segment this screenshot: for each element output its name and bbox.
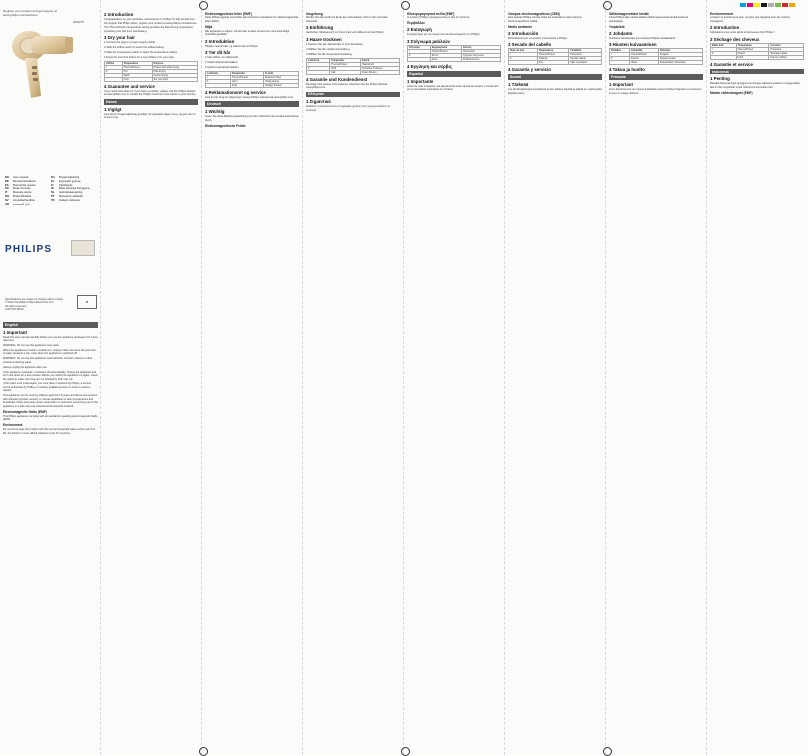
fold-line xyxy=(302,0,303,755)
language-section-header: Suomi xyxy=(508,74,602,80)
table-cell: Gentle drying xyxy=(152,73,197,77)
table-cell: Σκοπός xyxy=(462,45,501,49)
table-cell: II xyxy=(206,79,231,83)
fold-line xyxy=(706,0,707,755)
table-cell xyxy=(206,83,231,87)
section-heading: 3 Haare trocknen xyxy=(306,36,342,42)
table-cell: Set your style xyxy=(152,77,197,81)
language-name: Buku Petunjuk Pengguna xyxy=(59,187,90,191)
table-cell: Ροή αέρα xyxy=(408,45,431,49)
table-cell: Frío xyxy=(537,61,569,65)
body-paragraph: Antes de usar el aparato, lea atentamente este manual de usuario y consérvelo por si necesitara consultarlo en el futuro. xyxy=(407,84,499,92)
language-entry xyxy=(51,199,97,203)
subsection-heading: Elektromagnetiske felter (EMF) xyxy=(205,11,252,16)
table-cell: Schnelles Trocknen xyxy=(360,66,399,70)
table-cell: I xyxy=(408,49,431,53)
settings-table xyxy=(306,58,400,75)
subsection-heading: Medio ambiente xyxy=(508,24,533,29)
table-row xyxy=(509,61,602,65)
language-section-header: Dansk xyxy=(104,99,198,105)
language-code: DA xyxy=(51,176,55,179)
section-heading: 4 Guarantee and service xyxy=(104,83,155,89)
table-cell: Hot xyxy=(122,69,152,73)
language-code: ID xyxy=(51,187,54,191)
body-paragraph: Tämä Philips-laite vastaa kaikkia sähkömagneettisia kenttiä koskevia standardeja. xyxy=(609,16,689,23)
table-cell: Débit d'air xyxy=(711,43,737,47)
section-heading: 2 Introduction xyxy=(710,25,740,31)
table-cell: I xyxy=(307,62,330,66)
color-swatch xyxy=(768,3,774,7)
settings-table xyxy=(104,61,198,82)
table-cell: Γρήγορο στέγνωμα xyxy=(462,53,501,57)
table-row xyxy=(105,77,198,81)
table-cell: I xyxy=(711,47,737,51)
settings-table xyxy=(407,45,501,62)
table-cell: Beskytter håret xyxy=(264,75,299,79)
table-cell: Lämpötila xyxy=(629,49,658,53)
table-row xyxy=(307,70,400,74)
body-paragraph: Congratulations on your purchase, and welcome to Philips! To fully benefit from the support that Philips offers, register your product at www.philips.com/welcome. xyxy=(104,18,198,25)
settings-table xyxy=(609,48,703,65)
subsection-heading: Ηλεκτρομαγνητικά πεδία (EMF) xyxy=(407,11,455,16)
section-heading: 2 Introducción xyxy=(508,30,539,36)
color-swatch xyxy=(747,3,753,7)
table-cell: Kampauksen viimeistely xyxy=(658,61,702,65)
subsection-heading: Ympäristö xyxy=(609,24,625,29)
fold-line xyxy=(100,0,101,755)
section-heading: 4 Reklamationsret og service xyxy=(205,89,266,95)
table-cell: Temperature xyxy=(122,61,152,65)
table-cell: Temperatur xyxy=(230,71,263,75)
table-cell: I xyxy=(105,65,123,69)
table-cell: Temperatur xyxy=(330,58,361,62)
table-cell: Airflow xyxy=(105,61,123,65)
section-heading: 4 Εγγύηση και σέρβις xyxy=(407,63,452,69)
table-cell: ThermoProtect xyxy=(330,62,361,66)
color-swatch xyxy=(754,3,760,7)
text-column xyxy=(710,10,804,748)
section-heading: 3 Dry your hair xyxy=(104,35,135,41)
recycle-icon: ♻ xyxy=(77,295,97,309)
table-cell: Kalt xyxy=(330,70,361,74)
document-code: 3140 035 36512 xyxy=(5,307,24,311)
settings-table xyxy=(710,43,804,60)
hairdryer-illustration xyxy=(7,26,77,102)
table-cell: Secado rápido xyxy=(569,57,602,61)
body-paragraph: Félicitations pour votre achat et bienvenue chez Philips ! xyxy=(710,31,775,35)
text-column xyxy=(609,10,703,748)
section-heading: 2 Johdanto xyxy=(609,30,633,36)
body-paragraph: Συγχαρητήρια για την αγορά σας και καλωσορίσατε στη Philips! xyxy=(407,33,480,37)
registration-mark-icon xyxy=(199,1,208,10)
philips-logo: PHILIPS xyxy=(5,244,53,255)
language-name: User manual xyxy=(13,176,29,179)
table-cell: Fijar el peinado xyxy=(569,61,602,65)
register-text xyxy=(3,10,98,17)
language-section-header: English xyxy=(3,322,98,328)
table-cell: Heiß xyxy=(330,66,361,70)
language-section-header: Español xyxy=(407,71,501,77)
body-paragraph: 4 Press the cool shot button for a cool airflow to fix your style. xyxy=(104,56,175,60)
language-name: Gebruiksaanwijzing xyxy=(59,191,83,195)
language-code: DE xyxy=(5,179,9,183)
table-cell: I xyxy=(206,75,231,79)
body-paragraph: 1 Connect the plug to a power supply socket. xyxy=(104,41,156,45)
table-row xyxy=(408,57,501,61)
table-cell: Formål xyxy=(264,71,299,75)
section-heading: 1 Wichtig xyxy=(205,109,225,115)
language-code: EL xyxy=(51,179,55,183)
subsection-heading: Medan elektromagnet (EMF) xyxy=(710,91,753,96)
table-row xyxy=(610,61,703,65)
table-cell: I xyxy=(509,53,538,57)
color-swatch xyxy=(740,3,746,7)
language-code: PT xyxy=(51,194,55,198)
body-paragraph: Always unplug the appliance after use. xyxy=(3,365,48,369)
body-paragraph: Do not throw away the product with the normal household waste at the end of its life, but hand it in at an official collection point for recycling. xyxy=(3,428,96,435)
language-name: Manual do utilizador xyxy=(59,194,84,198)
section-heading: 1 Tärkeää xyxy=(508,82,529,88)
table-cell: Finalidad xyxy=(569,49,602,53)
table-cell: Froid xyxy=(736,55,769,59)
table-row xyxy=(206,83,299,87)
language-name: Mode d'emploi xyxy=(13,187,31,191)
settings-table xyxy=(205,71,299,88)
table-cell: Zweck xyxy=(360,58,399,62)
fold-line xyxy=(605,0,606,755)
color-swatch xyxy=(789,3,795,7)
body-paragraph: WARNING: Do not use this appliance near bathtubs, showers, basins or other vessels containing water. xyxy=(3,357,93,364)
subsection-heading: Campos electromagnéticos (CEM) xyxy=(508,11,560,16)
table-cell: Προστασία xyxy=(462,49,501,53)
table-cell: Suojaus xyxy=(658,53,702,57)
cover-panel xyxy=(3,10,98,748)
body-paragraph: Read this user manual carefully before you use the appliance and keep it for future reference. xyxy=(3,335,98,343)
register-line: Register your product and get support at xyxy=(3,10,57,13)
legal-footer xyxy=(5,298,63,311)
language-section-header: Français xyxy=(609,74,703,80)
language-code: EN xyxy=(5,176,9,179)
registration-mark-icon xyxy=(401,1,410,10)
color-swatch xyxy=(761,3,767,7)
table-cell: ThermoProtect xyxy=(537,53,569,57)
registration-mark-icon xyxy=(603,1,612,10)
subsection-heading: Περιβάλλον xyxy=(407,21,425,26)
table-cell: Κρύο xyxy=(430,57,461,61)
table-cell: ThermoProtect xyxy=(430,49,461,53)
legal-line: Specifications are subject to change without notice xyxy=(5,298,64,301)
fold-line xyxy=(201,0,202,755)
body-paragraph: Lue tämä käyttöopas huolellisesti ennen laitteen käyttöä ja säilytä se myöhempää käyttöä varten. xyxy=(508,88,602,95)
table-cell: Fastgør frisuren xyxy=(264,83,299,87)
model-number: HP8270 xyxy=(73,20,84,24)
body-paragraph: Tillykke med dit køb, og velkommen til Philips! xyxy=(205,44,258,48)
section-heading: 3 Hiusten kuivaaminen xyxy=(609,42,657,48)
language-name: Manual del usuario xyxy=(13,183,36,187)
body-paragraph: 1 Sæt stikket i en stikkontakt. xyxy=(205,56,239,60)
table-cell: Flujo de aire xyxy=(509,49,538,53)
section-heading: 3 Στέγνωμα μαλλιών xyxy=(407,38,450,44)
body-paragraph: Enhorabuena por su compra y bienvenido a Philips. xyxy=(508,36,568,40)
table-cell: II xyxy=(307,66,330,70)
text-column xyxy=(104,10,198,748)
subsection-heading: Elektromagnetische Felder xyxy=(205,123,246,128)
subsection-heading: Sähkömagneettiset kentät xyxy=(609,11,649,16)
language-name: دليل المستخدم xyxy=(13,202,30,206)
body-paragraph: This Philips appliance complies with all standards regarding electromagnetic fields (EMF). xyxy=(3,414,98,422)
table-cell: ThermoProtect xyxy=(629,53,658,57)
table-cell xyxy=(610,61,630,65)
section-heading: 1 Important xyxy=(609,82,633,88)
language-section-header: Deutsch xyxy=(205,101,299,107)
table-cell: Nopea kuivaus xyxy=(658,57,702,61)
body-paragraph: Lisez attentivement ce manuel d'utilisation avant d'utiliser l'appareil et conservez-le pour un usage ultérieur. xyxy=(609,88,703,95)
section-heading: 3 Tør dit hår xyxy=(205,50,231,56)
section-heading: 1 Important xyxy=(3,329,27,335)
table-cell: Chaud xyxy=(736,51,769,55)
body-paragraph: Bacalah buku petunjuk pengguna ini dengan saksama sebelum menggunakan alat ini dan simpanlah untuk referensi di kemudian hari. xyxy=(710,82,800,89)
section-heading: 4 Takuu ja huolto xyxy=(609,67,645,73)
body-paragraph: If the appliance overheats, it switches off automatically. Unplug the appliance and let it cool down for a few minutes. Before you switch the appliance on again, check the grilles to make sure they are not blocked by fluff, hair, etc. xyxy=(3,370,98,381)
language-name: Εγχειρίδιο χρήσης xyxy=(59,179,81,183)
table-cell: Purpose xyxy=(152,61,197,65)
body-paragraph: Læs denne brugervejledning grundigt, før apparatet tages i brug, og gem den til senere brug. xyxy=(104,112,196,120)
body-paragraph: Διαβάστε προσεκτικά αυτό το εγχειρίδιο χρήσης πριν χρησιμοποιήσετε τη συσκευή. xyxy=(306,105,391,112)
section-heading: 3 Secado del cabello xyxy=(508,42,552,48)
text-column xyxy=(306,10,400,748)
body-paragraph: When the appliance is used in a bathroom, unplug it after use since the proximity of water presents a risk, even when the appliance is switched off. xyxy=(3,348,96,356)
subsection-heading: Environnement xyxy=(710,11,734,16)
table-cell: Fixer la coiffure xyxy=(769,55,804,59)
section-heading: 1 Importante xyxy=(407,78,434,84)
table-cell: Kold xyxy=(230,83,263,87)
body-paragraph: 2 Wählen Sie die Luftstromeinstellung. xyxy=(306,47,351,51)
table-cell: Temperatura xyxy=(537,49,569,53)
language-code: FR xyxy=(5,187,9,191)
table-cell: Hurtig tørring xyxy=(264,79,299,83)
body-paragraph: Η συσκευή Philips συμμορφώνεται με όλα τα πρότυπα. xyxy=(407,16,471,20)
table-cell: Protection xyxy=(769,47,804,51)
language-code: SV xyxy=(5,198,9,202)
subsection-heading: Miljø xyxy=(205,24,213,29)
table-cell: ThermoProtect xyxy=(122,65,152,69)
text-column xyxy=(508,10,602,748)
body-paragraph: The ThermoProtect temperature setting provides the ideal drying temperature, protecting your hair from overheating. xyxy=(104,26,194,33)
product-thumbnail xyxy=(71,240,95,256)
website-url: www.philips.com/welcome xyxy=(3,12,38,17)
table-cell: Protect hair while drying xyxy=(152,65,197,69)
body-paragraph: Benötigen Sie weitere Informationen, besuchen Sie die Philips Website www.philips.com. xyxy=(306,82,388,90)
body-paragraph: 1 Stecken Sie den Netzstecker in eine Steckdose. xyxy=(306,42,364,46)
table-cell: Haarschutz xyxy=(360,62,399,66)
table-cell: Viileä xyxy=(629,61,658,65)
table-cell: II xyxy=(711,51,737,55)
table-cell: Luftstrom xyxy=(307,58,330,62)
section-heading: 4 Garantie et service xyxy=(710,61,753,67)
table-cell xyxy=(307,70,330,74)
body-paragraph: This appliance can be used by children aged from 8 years and above and persons with reduced physical, sensory or mental capabilities or lack of experience and knowledge if they have been given supervision or instruction concerning use of the appliance in a safe way and understand the hazards involved. xyxy=(3,394,98,408)
legal-line: © 2012 Koninklijke Philips Electronics N.V. xyxy=(5,301,54,305)
settings-table xyxy=(508,48,602,65)
table-cell: Fonction xyxy=(769,43,804,47)
table-cell: I xyxy=(610,53,630,57)
section-heading: 4 Garantie und Kundendienst xyxy=(306,76,368,82)
table-cell: Frisur fixieren xyxy=(360,70,399,74)
table-cell: Varm xyxy=(230,79,263,83)
language-code: TR xyxy=(51,198,55,202)
color-swatch xyxy=(782,3,788,7)
language-name: Brukerhåndbok xyxy=(13,194,32,198)
section-heading: 1 Penting xyxy=(710,76,730,82)
section-heading: 4 Garantía y servicio xyxy=(508,67,551,73)
table-cell: II xyxy=(105,69,123,73)
language-name: Brugervejledning xyxy=(59,176,80,179)
section-heading: 2 Einführung xyxy=(306,25,334,31)
table-cell: Cool xyxy=(122,77,152,81)
language-name: Användarhandbok xyxy=(13,198,35,202)
table-cell: Température xyxy=(736,43,769,47)
table-cell xyxy=(711,55,737,59)
section-heading: 2 Εισαγωγή xyxy=(407,27,432,33)
language-entry xyxy=(5,203,51,207)
subsection-heading: Umgebung xyxy=(306,11,323,16)
language-name: Manuale utente xyxy=(13,191,32,195)
table-cell: II xyxy=(509,57,538,61)
table-cell: II xyxy=(408,53,431,57)
table-cell: Séchage rapide xyxy=(769,51,804,55)
subsection-heading: Environment xyxy=(3,423,23,428)
table-cell: Tarkoitus xyxy=(658,49,702,53)
table-cell: Caliente xyxy=(537,57,569,61)
table-cell: Ζεστό xyxy=(430,53,461,57)
table-cell: ThermoProtect xyxy=(230,75,263,79)
table-cell xyxy=(408,57,431,61)
table-cell: Fast drying xyxy=(152,69,197,73)
body-paragraph: Este aparato Philips cumple todos los estándares sobre campos electromagnéticos (CEM). xyxy=(508,16,582,23)
body-paragraph: Lesen Sie diese Bedienungsanleitung vor dem Gebrauch des Geräts aufmerksam durch. xyxy=(205,115,299,122)
language-index xyxy=(5,176,97,206)
language-section-header: Ελληνικα xyxy=(306,92,400,98)
table-cell: ThermoProtect xyxy=(736,47,769,51)
table-cell: Protección xyxy=(569,53,602,57)
table-cell: Θερμοκρασία xyxy=(430,45,461,49)
language-code: IT xyxy=(5,191,8,195)
language-code: NL xyxy=(51,191,55,195)
body-paragraph: 3 Slide the temperature switch to select the temperature setting. xyxy=(104,51,178,55)
body-paragraph: Dette Philips-apparat overholder alle branchens standarder for elektromagnetiske felter (EMF). xyxy=(205,16,299,23)
table-cell: Σταθεροποίηση xyxy=(462,57,501,61)
body-paragraph: WARNING: Do not use this appliance near water. xyxy=(3,343,60,347)
section-heading: 1 Σημαντικό xyxy=(306,99,331,105)
body-paragraph: Lorsqu'il ne fonctionnera plus, ne jetez pas l'appareil avec les ordures ménagères. xyxy=(710,16,790,23)
language-name: Benutzerhandbuch xyxy=(13,179,36,183)
fold-line xyxy=(504,0,505,755)
table-cell xyxy=(509,61,538,65)
body-paragraph: Når apparatet er udtjent, må det ikke smides ud sammen med almindeligt husholdningsaffald. xyxy=(205,29,290,37)
table-cell: Kuuma xyxy=(629,57,658,61)
table-cell xyxy=(105,77,123,81)
body-paragraph: Hvis du har brug for oplysninger, besøg Philips' websted på www.philips.com. xyxy=(205,95,294,99)
body-paragraph: 3 Wählen Sie die Temperatureinstellung. xyxy=(306,52,353,56)
color-swatch xyxy=(775,3,781,7)
section-heading: 2 Introduktion xyxy=(205,38,235,44)
language-section-header: Indonesia xyxy=(710,69,804,75)
body-paragraph: Herzlichen Glückwunsch zu Ihrem Kauf und willkommen bei Philips! xyxy=(306,31,384,35)
body-paragraph: 2 Indstil luftstrømskontakten. xyxy=(205,61,239,65)
subsection-heading: Electromagnetic fields (EMF) xyxy=(3,409,47,414)
language-code: NO xyxy=(5,194,10,198)
fold-line xyxy=(403,0,404,755)
legal-line: All rights reserved. xyxy=(5,304,27,308)
text-column xyxy=(407,10,501,748)
body-paragraph: Werfen Sie das Gerät am Ende der Lebensdauer nicht in den normalen Hausmüll. xyxy=(306,16,388,23)
text-column-english xyxy=(3,320,98,437)
table-cell: Warm xyxy=(122,73,152,77)
table-cell: Puhallus xyxy=(610,49,630,53)
text-column xyxy=(205,10,299,748)
body-paragraph: Onnittelut ostoksestasi ja tervetuloa Philipsin asiakkaaksi! xyxy=(609,36,676,40)
language-code: AR xyxy=(5,202,9,206)
body-paragraph: 2 Slide the airflow switch to select the airflow setting. xyxy=(104,46,165,50)
section-heading: 2 Introduction xyxy=(104,12,134,17)
body-paragraph: If you need information or if you have a problem, please visit the Philips website at www.philips.com or contact the Philips Customer Care Centre in your country. xyxy=(104,89,196,97)
table-row xyxy=(711,55,804,59)
language-code: FI xyxy=(51,183,54,187)
body-paragraph: If the mains cord is damaged, you must have it replaced by Philips, a service centre authorised by Philips or similarly qualified persons in order to avoid a hazard. xyxy=(3,382,91,393)
body-paragraph: 3 Indstil temperaturkontakten. xyxy=(205,66,240,70)
section-heading: 1 Vigtigt xyxy=(104,106,122,112)
table-cell: Luftstrøm xyxy=(206,71,231,75)
section-heading: 3 Séchage des cheveux xyxy=(710,36,760,42)
language-name: Kullanım kılavuzu xyxy=(59,198,81,202)
table-cell: II xyxy=(610,57,630,61)
language-name: Käyttöopas xyxy=(59,183,73,187)
language-code: ES xyxy=(5,183,9,187)
